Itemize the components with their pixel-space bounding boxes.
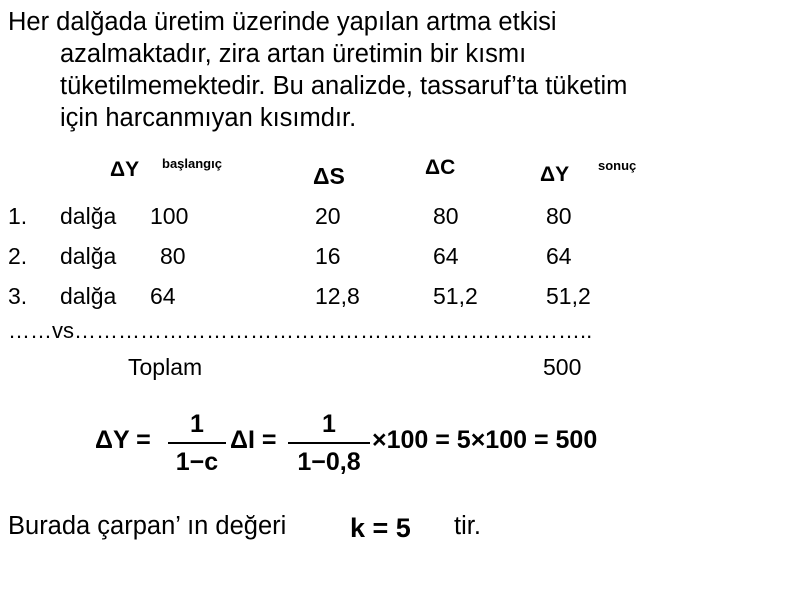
fraction-1-denominator: 1−c [175,448,219,476]
header-delta-y: ΔY [110,158,140,181]
row-1-delta-y-2: 80 [546,203,572,229]
row-3-delta-c: 51,2 [433,283,478,309]
fraction-2-numerator: 1 [322,410,336,438]
row-1-label: dalğa [60,203,117,229]
row-3-label: dalğa [60,283,117,309]
row-3-delta-y: 64 [150,283,176,309]
total-value: 500 [543,354,582,380]
row-3-delta-s: 12,8 [315,283,360,309]
paragraph-line-1: Her dalğada üretim üzerinde yapılan artma etkisi [8,8,557,36]
formula-mid: ΔI = [230,426,277,454]
row-2-number: 2. [8,243,28,269]
row-1-delta-c: 80 [433,203,459,229]
conclusion-suffix: tir. [454,512,481,540]
fraction-1 [168,410,226,476]
row-1-number: 1. [8,203,28,229]
row-2-delta-y-2: 64 [546,243,572,269]
fraction-2-denominator: 1−0,8 [297,448,361,476]
formula-lhs: ΔY = [95,426,151,454]
row-2-delta-c: 64 [433,243,459,269]
conclusion-text: Burada çarpan’ ın değeri [8,512,287,540]
header-delta-y-2: ΔY [540,163,570,186]
row-1-delta-y: 100 [150,203,189,229]
row-2-delta-y: 80 [160,243,186,269]
fraction-1-numerator: 1 [190,410,204,438]
k-value: k = 5 [350,513,411,543]
row-2-delta-s: 16 [315,243,341,269]
row-3-delta-y-2: 51,2 [546,283,591,309]
paragraph-line-3: tüketilmemektedir. Bu analizde, tassaruf’ta tüketim [60,72,628,100]
header-baslangic: başlangıç [162,156,222,171]
row-3-number: 3. [8,283,28,309]
fraction-2 [288,410,370,476]
formula-rhs: ×100 = 5×100 = 500 [372,426,598,454]
paragraph-line-2: azalmaktadır, zira artan üretimin bir kısmı [60,40,527,68]
row-1-delta-s: 20 [315,203,341,229]
fraction-2-bar [288,442,370,444]
paragraph-line-4: için harcanmıyan kısımdır. [60,104,357,132]
header-delta-c: ΔC [425,156,456,179]
header-sonuc: sonuç [598,158,637,173]
total-label: Toplam [128,354,203,380]
intro-paragraph [8,6,788,134]
ellipsis-line: ……vs…………………………………………………………….. [8,318,593,343]
fraction-1-bar [168,442,226,444]
header-delta-s: ΔS [313,163,345,189]
row-2-label: dalğa [60,243,117,269]
